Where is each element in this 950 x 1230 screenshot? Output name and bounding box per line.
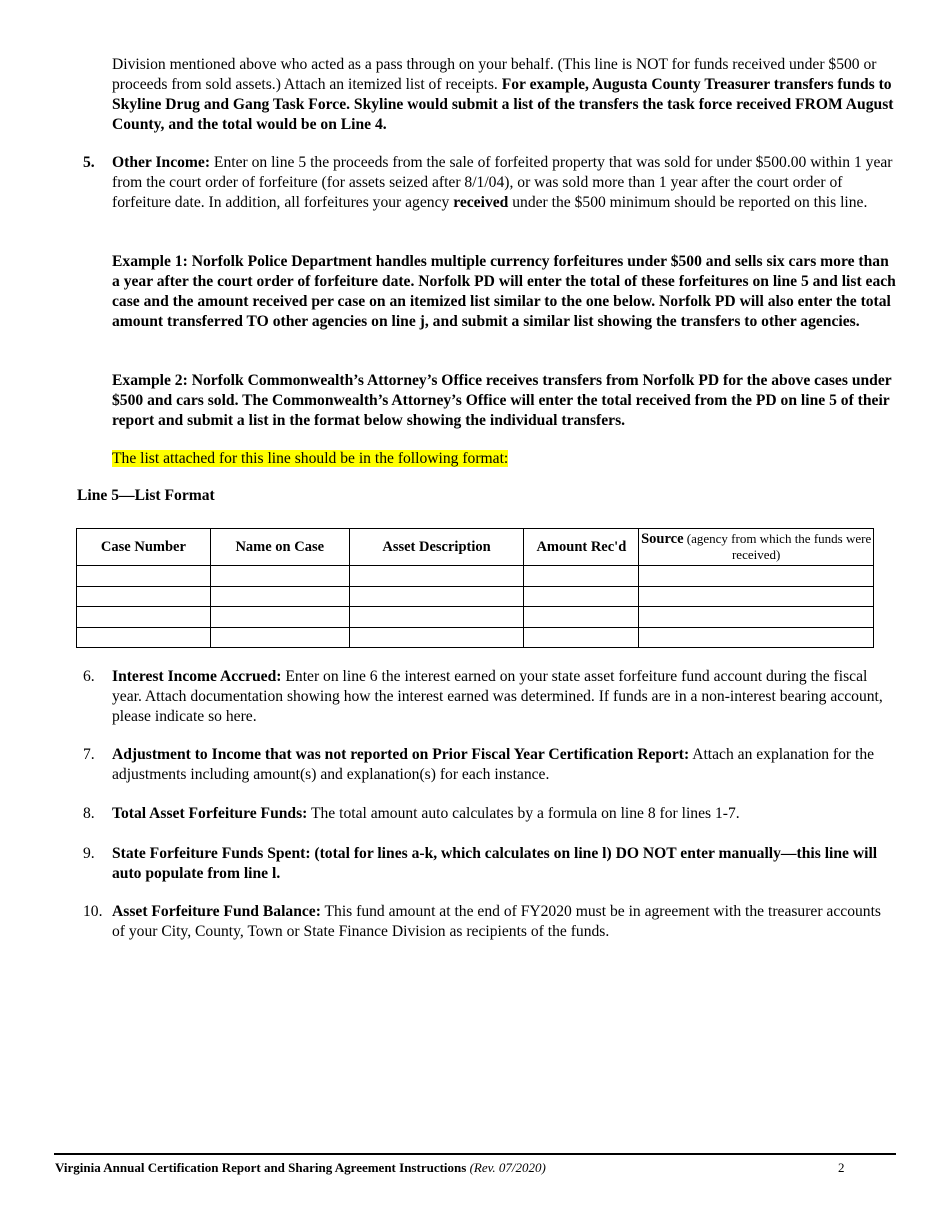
table-cell[interactable] — [639, 566, 874, 587]
table-row — [77, 566, 874, 587]
footer-revision: (Rev. 07/2020) — [466, 1160, 546, 1175]
table-cell[interactable] — [77, 566, 211, 587]
item-10-text: This fund amount at the end of FY2020 must be in agreement with the treasurer accounts of your City, County, Town or State Finance Division as recipients of the funds. — [112, 903, 881, 940]
table-cell[interactable] — [77, 586, 211, 607]
table-cell[interactable] — [524, 607, 639, 628]
table-header-row — [77, 529, 874, 566]
example-1: Example 1: Norfolk Police Department handles multiple currency forfeitures under $500 and sells six cars more than a year after the court order of forfeiture date. Norfolk PD will enter the total of these forfeitures on line 5 and list each case and the amount received per case on an itemized list similar to the one below. Norfolk PD will also enter the total amount transferred TO other agencies on line j, and submit a similar list showing the transfers to other agencies. — [112, 253, 896, 330]
table-cell[interactable] — [524, 586, 639, 607]
footer-title — [55, 1158, 546, 1178]
source-note: (agency from which the funds were received) — [683, 531, 872, 562]
intro-text: Division mentioned above who acted as a pass through on your behalf. (This line is NOT for funds received under $500 or proceeds from sold assets.) Attach an itemized list of receipts. — [112, 56, 877, 93]
item-6-title: Interest Income Accrued: — [112, 668, 282, 685]
list-format-heading: Line 5—List Format — [77, 487, 215, 504]
col-source — [639, 529, 874, 566]
footer-title-text: Virginia Annual Certification Report and Sharing Agreement Instructions — [55, 1160, 467, 1175]
table-cell[interactable] — [639, 586, 874, 607]
list-format-note — [112, 449, 897, 469]
item-8-paragraph — [112, 804, 897, 824]
item-5-number: 5. — [83, 154, 95, 171]
item-7-title: Adjustment to Income that was not reported on Prior Fiscal Year Certification Report: — [112, 746, 690, 763]
item-8-text: The total amount auto calculates by a formula on line 8 for lines 1-7. — [307, 805, 740, 822]
item-9-number: 9. — [83, 845, 95, 862]
item-5-title: Other Income: — [112, 154, 211, 171]
item-7-number: 7. — [83, 746, 95, 763]
intro-paragraph — [112, 55, 897, 135]
intro-example: For example, Augusta County Treasurer transfers funds to Skyline Drug and Gang Task Force. Skyline would submit a list of the transfers the task force received FROM August County, and the total would be on Line 4. — [112, 76, 894, 133]
item-5-text-b: under the $500 minimum should be reported on this line. — [508, 194, 868, 211]
example-2: Example 2: Norfolk Commonwealth’s Attorney’s Office receives transfers from Norfolk PD for the above cases under $500 and cars sold. The Commonwealth’s Attorney’s Office will enter the total received from the PD on line 5 of their report and submit a list in the format below showing the individual transfers. — [112, 372, 892, 429]
table-cell[interactable] — [524, 566, 639, 587]
line5-list-table — [76, 528, 874, 648]
item-8-title: Total Asset Forfeiture Funds: — [112, 805, 308, 822]
table-cell[interactable] — [639, 607, 874, 628]
table-cell[interactable] — [210, 607, 349, 628]
table-row — [77, 586, 874, 607]
table-row — [77, 627, 874, 648]
item-9-paragraph — [112, 844, 897, 884]
item-6-number: 6. — [83, 668, 95, 685]
item-7-paragraph — [112, 745, 897, 785]
item-5-paragraph — [112, 153, 897, 213]
item-5-bold-word: received — [453, 194, 509, 211]
item-10-paragraph — [112, 902, 897, 942]
table-cell[interactable] — [639, 627, 874, 648]
item-8-number: 8. — [83, 805, 95, 822]
table-cell[interactable] — [349, 607, 524, 628]
table-cell[interactable] — [349, 627, 524, 648]
table-cell[interactable] — [349, 586, 524, 607]
item-10-title: Asset Forfeiture Fund Balance: — [112, 903, 321, 920]
item-7-text: Attach an explanation for the adjustments including amount(s) and explanation(s) for each instance. — [112, 746, 875, 783]
col-case-number: Case Number — [77, 529, 211, 566]
table-cell[interactable] — [77, 627, 211, 648]
item-6-text: Enter on line 6 the interest earned on your state asset forfeiture fund account during the fiscal year. Attach documentation showing how the interest earned was determined. If funds are in a non-interest bearing account, please indicate so here. — [112, 668, 883, 725]
table-cell[interactable] — [524, 627, 639, 648]
col-name-on-case: Name on Case — [210, 529, 349, 566]
source-label: Source — [641, 531, 684, 547]
table-cell[interactable] — [210, 627, 349, 648]
col-asset-description: Asset Description — [349, 529, 524, 566]
item-5-text-a: Enter on line 5 the proceeds from the sale of forfeited property that was sold for under $500.00 within 1 year from the court order of forfeiture (for assets seized after 8/1/04), or was sold more than 1 year after the court order of forfeiture date. In addition, all forfeitures your agency — [112, 154, 893, 211]
table-row — [77, 607, 874, 628]
table-cell[interactable] — [210, 566, 349, 587]
highlighted-note: The list attached for this line should be in the following format: — [112, 450, 509, 467]
item-9-title: State Forfeiture Funds Spent: (total for lines a-k, which calculates on line l) DO NOT enter manually—this line will auto populate from line l. — [112, 845, 878, 882]
footer-divider — [54, 1153, 896, 1155]
table-cell[interactable] — [210, 586, 349, 607]
col-amount-recd: Amount Rec'd — [524, 529, 639, 566]
page-number: 2 — [838, 1160, 845, 1175]
item-6-paragraph — [112, 667, 897, 727]
table-cell[interactable] — [349, 566, 524, 587]
table-cell[interactable] — [77, 607, 211, 628]
item-10-number: 10. — [83, 903, 103, 920]
